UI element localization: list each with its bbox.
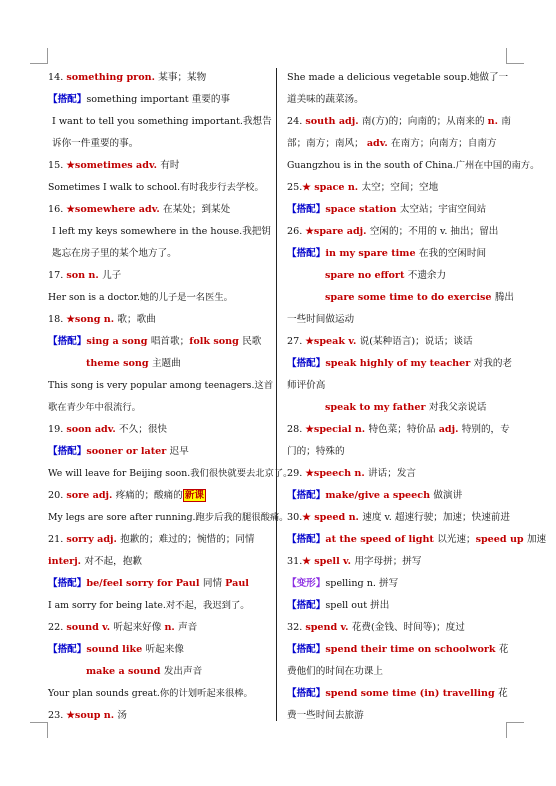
entry-headword: 30.★ speed n. 速度 v. 超速行驶；加速；快速前进 <box>287 512 510 523</box>
example-sentence: Sometimes I walk to school.有时我步行去学校。 <box>48 182 264 193</box>
entry-headword: 28. ★special n. 特色菜；特价品 adj. 特别的，专门的；特殊的 <box>287 424 510 457</box>
crop-mark <box>47 48 48 64</box>
example-sentence: I left my keys somewhere in the house.我把钥匙忘在房子里的某个地方了。 <box>52 226 271 259</box>
example-sentence: Guangzhou is in the south of China.广州在中国的南方。 <box>287 160 540 171</box>
entry-headword: 24. south adj. 南(方)的；向南的；从南来的 n. 南部；南方；南风； adv. 在南方；向南方；自南方 <box>287 116 511 149</box>
collocation-line: 【搭配】sound like 听起来像 <box>48 644 184 655</box>
collocation-line: 【搭配】spend some time (in) travelling 花费一些时间去旅游 <box>287 688 508 721</box>
crop-mark <box>30 63 47 64</box>
example-sentence: She made a delicious vegetable soup.她做了一道美味的蔬菜汤。 <box>287 72 509 105</box>
collocation-line: 【搭配】sing a song 唱首歌；folk song 民歌 <box>48 336 262 347</box>
collocation-line: 【搭配】make/give a speech 做演讲 <box>287 490 463 501</box>
example-sentence: I am sorry for being late.对不起，我迟到了。 <box>48 600 250 611</box>
entry-headword: 22. sound v. 听起来好像 n. 声音 <box>48 622 198 633</box>
entry-headword: 18. ★song n. 歌；歌曲 <box>48 314 156 325</box>
entry-headword: 32. spend v. 花费(金钱、时间等)；度过 <box>287 622 465 633</box>
collocation-line: 【搭配】spend their time on schoolwork 花费他们的时间在功课上 <box>287 644 509 677</box>
variant-line: 【变形】spelling n. 拼写 <box>287 578 399 589</box>
collocation-line: theme song 主题曲 <box>86 358 181 369</box>
entry-headword: 15. ★sometimes adv. 有时 <box>48 160 180 171</box>
example-sentence: Her son is a doctor.她的儿子是一名医生。 <box>48 292 233 303</box>
collocation-line: 【搭配】spell out 拼出 <box>287 600 390 611</box>
example-sentence: Your plan sounds great.你的计划听起来很棒。 <box>48 688 253 699</box>
crop-mark <box>507 63 524 64</box>
entry-headword: 25.★ space n. 太空；空间；空地 <box>287 182 439 193</box>
collocation-line: spare no effort 不遗余力 <box>325 270 447 281</box>
crop-mark <box>506 48 507 64</box>
entry-headword: 31.★ spell v. 用字母拼；拼写 <box>287 556 422 567</box>
right-column <box>287 67 547 727</box>
example-sentence: We will leave for Beijing soon.我们很快就要去北京了。 <box>48 468 293 479</box>
entry-headword: 14. something pron. 某事；某物 <box>48 72 207 83</box>
entry-headword: 17. son n. 儿子 <box>48 270 122 281</box>
entry-headword: 27. ★speak v. 说(某种语言)；说话；谈话 <box>287 336 473 347</box>
entry-headword: 26. ★spare adj. 空闲的；不用的 v. 抽出；留出 <box>287 226 499 237</box>
new-usage-badge: 新课 <box>184 490 205 501</box>
entry-headword: 16. ★somewhere adv. 在某处；到某处 <box>48 204 231 215</box>
collocation-line: 【搭配】something important 重要的事 <box>48 94 231 105</box>
collocation-line: 【搭配】be/feel sorry for Paul 同情 Paul <box>48 578 249 589</box>
collocation-line: 【搭配】sooner or later 迟早 <box>48 446 189 457</box>
collocation-line: make a sound 发出声音 <box>86 666 203 677</box>
left-column <box>48 67 293 727</box>
entry-headword: 29. ★speech n. 讲话；发言 <box>287 468 417 479</box>
crop-mark <box>30 722 47 723</box>
entry-headword: 23. ★soup n. 汤 <box>48 710 127 721</box>
example-sentence: My legs are sore after running.跑步后我的腿很酸痛。 <box>48 512 289 523</box>
collocation-line: 【搭配】space station 太空站；宇宙空间站 <box>287 204 487 215</box>
entry-headword: 21. sorry adj. 抱歉的；难过的；惋惜的；同情 interj. 对不起，抱歉 <box>48 534 255 567</box>
example-sentence: This song is very popular among teenagers.这首歌在青少年中很流行。 <box>48 380 273 413</box>
collocation-line: 【搭配】at the speed of light 以光速；speed up 加速 <box>287 534 547 545</box>
collocation-line: spare some time to do exercise 腾出一些时间做运动 <box>287 292 515 325</box>
collocation-line: 【搭配】in my spare time 在我的空闲时间 <box>287 248 487 259</box>
collocation-line: 【搭配】speak highly of my teacher 对我的老师评价高 <box>287 358 513 391</box>
entry-headword: 20. sore adj. 疼痛的；酸痛的 新课 <box>48 490 205 501</box>
collocation-line: speak to my father 对我父亲说话 <box>325 402 487 413</box>
entry-headword: 19. soon adv. 不久；很快 <box>48 424 168 435</box>
example-sentence: I want to tell you something important.我想告诉你一件重要的事。 <box>52 116 272 149</box>
